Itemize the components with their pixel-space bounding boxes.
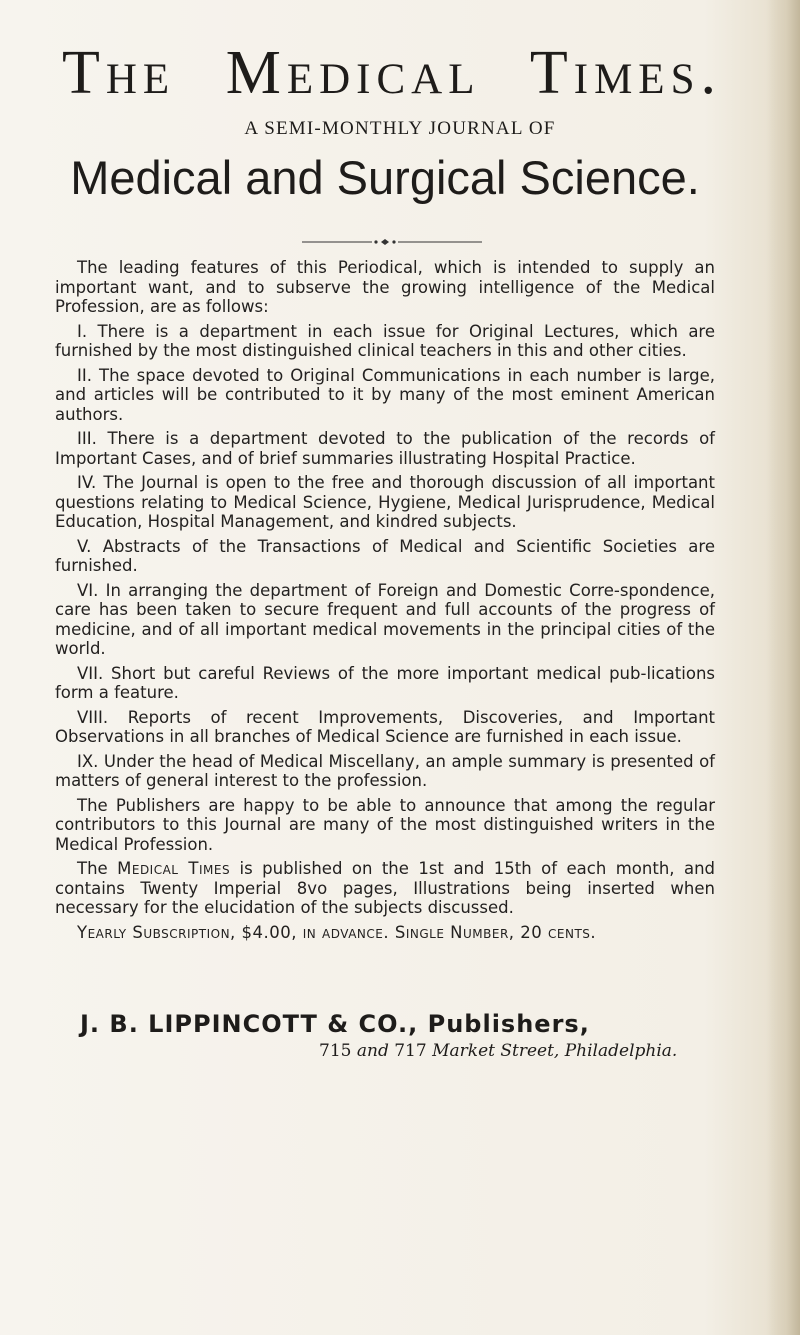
journal-subtitle: A SEMI-MONTHLY JOURNAL OF (244, 118, 556, 139)
feature-item-8: VIII. Reports of recent Improvements, Discoveries, and Important Observations in all branches of Medical Science are furnished in each issue. (55, 707, 715, 746)
publisher-address (319, 1040, 739, 1062)
ornamental-rule (302, 238, 482, 246)
feature-item-5: V. Abstracts of the Transactions of Medical and Scientific Societies are furnished. (55, 536, 715, 575)
publication-paragraph: The Medical Times is published on the 1st and 15th of each month, and contains Twenty Imperial 8vo pages, Illustrations being inserted when necessary for the elucidation of the subjects discussed. (55, 859, 715, 917)
feature-item-9: IX. Under the head of Medical Miscellany, an ample summary is presented of matters of general interest to the profession. (55, 751, 715, 790)
feature-item-7: VII. Short but careful Reviews of the more important medical pub-lications form a feature. (55, 663, 715, 702)
address-number-1: 715 (319, 1041, 352, 1061)
publisher-name: J. B. LIPPINCOTT & CO., Publishers, (80, 1010, 590, 1038)
feature-item-3: III. There is a department devoted to the publication of the records of Important Cases, and of brief summaries illustrating Hospital Practice. (55, 429, 715, 468)
publication-details: is published on the 1st and 15th of each month, and contains Twenty Imperial 8vo pages, Illustrations being inserted when necessary for the elucidation of the subjects discussed. (55, 859, 715, 917)
address-conjunction: and (356, 1041, 389, 1061)
page-edge-shading (766, 0, 800, 1335)
feature-item-4: IV. The Journal is open to the free and thorough discussion of all important questions relating to Medical Science, Hygiene, Medical Jurisprudence, Medical Education, Hospital Management, and kindred subjects. (55, 473, 715, 531)
journal-name-inline: Medical Times (117, 859, 231, 878)
subscription-terms: Yearly Subscription, $4.00, in advance. Single Number, 20 cents. (77, 922, 597, 942)
address-street: Market Street, Philadelphia. (432, 1041, 678, 1061)
feature-item-1: I. There is a department in each issue for Original Lectures, which are furnished by the most distinguished clinical teachers in this and other cities. (55, 321, 715, 360)
journal-masthead: The Medical Times. (62, 39, 722, 107)
feature-item-2: II. The space devoted to Original Communications in each number is large, and articles will be contributed to it by many of the most eminent American authors. (55, 365, 715, 424)
prospectus-body (55, 258, 715, 947)
contributors-paragraph: The Publishers are happy to be able to announce that among the regular contributors to this Journal are many of the most distinguished writers in the Medical Profession. (55, 795, 715, 854)
feature-item-6: VI. In arranging the department of Foreign and Domestic Corre-spondence, care has been taken to secure frequent and full accounts of the progress of medicine, and of all important medical movements in the principal cities of the world. (55, 580, 715, 658)
intro-paragraph: The leading features of this Periodical, which is intended to supply an important want, and to subserve the growing intelligence of the Medical Profession, are as follows: (55, 258, 715, 316)
journal-subject: Medical and Surgical Science. (70, 151, 700, 204)
address-number-2: 717 (394, 1041, 427, 1061)
